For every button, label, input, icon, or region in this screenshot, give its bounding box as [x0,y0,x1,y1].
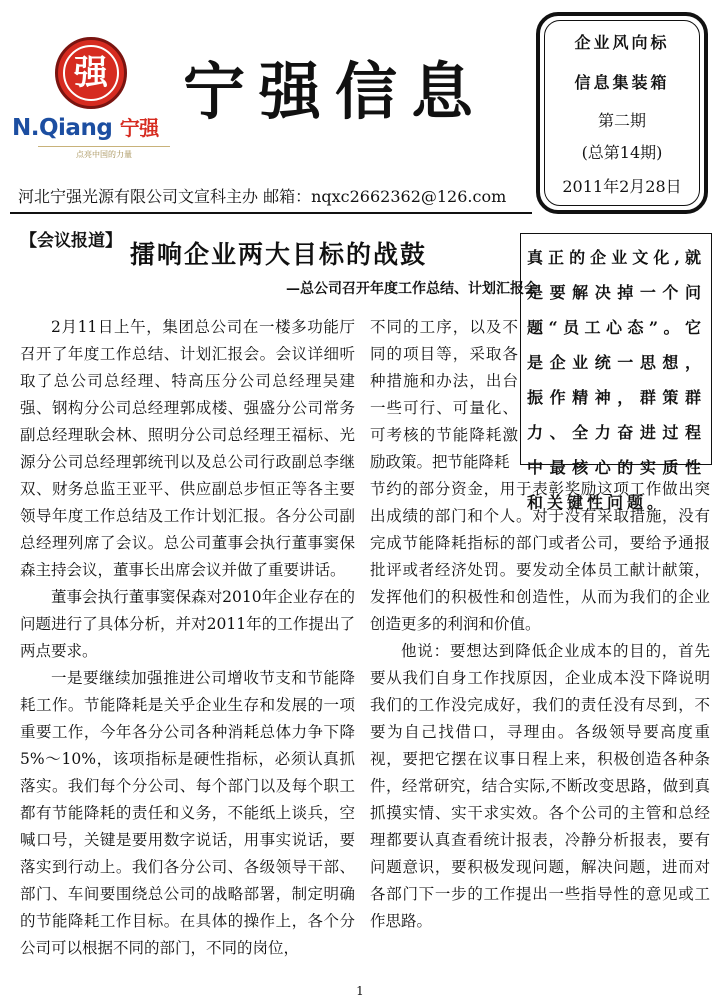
header-divider [10,212,532,214]
article-subtitle: —总公司召开年度工作总结、计划汇报会 [286,281,538,297]
logo-glyph: 强 [74,53,108,93]
issue-number: 第二期 [597,111,646,130]
issue-date: 2011年2月28日 [562,177,682,196]
article-paragraph: 一是要继续加强推进公司增收节支和节能降耗工作。节能降耗是关乎企业生存和发展的一项重要工作，今年各分公司各种消耗总体力争下降5%～10%，该项指标是硬性指标，必须认真抓落实。我们每个分公司、每个部门以及每个职工都有节能降耗的责任和义务，不能纸上谈兵，空喊口号，关键是要用数字说话，用事实说话，要落实到行动上。我们各分公司、各级领导干部、部门、车间要围绕总公司的战略部署，制定明确的节能降耗工作目标。在具体的操作上，各个分公司可以根据不同的部门，不同的岗位， [20,669,355,957]
newsletter-masthead: 宁强信息 [183,55,488,128]
article-paragraph: 他说：要想达到降低企业成本的目的，首先要从我们自身工作找原因，企业成本没下降说明我们的工作没完成好，我们的责任没有尽到，不要为自己找借口，寻理由。各级领导要高度重视，要把它摆在议事日程上来，积极创造各种条件，经常研究，结合实际,不断改变思路，做到真抓摸实情、实干求实效。各个公司的主管和总经理都要认真查看统计报表，冷静分析报表，要有问题意识，要积极发现问题，解决问题，进而对各部门下一步的工作提出一些指导性的意见或工作思路。 [370,642,710,930]
quote-box: 真正的企业文化,就是要解决掉一个问题“员工心态”。它是企业统一思想，振作精神，群策群力、全力奋进过程中最核心的实质性和关键性问题。 [520,233,712,465]
page-number: 1 [356,984,364,998]
article-column-middle: 不同的工序，以及不同的项目等，采取各种措施和办法，出台一些可行、可量化、可考核的节能降耗激励政策。把节能降耗 [370,318,518,471]
article-paragraph: 节约的部分资金，用于表彰奖励这项工作做出突出成绩的部门和个人。对于没有采取措施，没有完成节能降耗指标的部门或者公司，要给予通报批评或者经济处罚。要发动全体员工献计献策，发挥他们的积极性和创造性，从而为我们的企业创造更多的利润和价值。 [370,480,710,633]
section-tag: 【会议报道】 [20,231,122,251]
article-paragraph: 2月11日上午，集团总公司在一楼多功能厅召开了年度工作总结、计划汇报会。会议详细听取了总公司总经理、特高压分公司总经理吴建强、钢构分公司总经理郭成楼、强盛分公司常务副总经理耿会林、照明分公司总经理王福标、光源分公司总经理郭统刊以及总公司行政副总李继双、财务总监王亚平、供应副总步恒正等各主要领导年度工作总结及工作计划汇报。各分公司副总经理列席了会议。总公司董事会执行董事窦保森主持会议，董事长出席会议并做了重要讲话。 [20,318,355,579]
article-title: 擂响企业两大目标的战鼓 [130,240,428,269]
article-column-left [20,314,355,962]
article-paragraph: 董事会执行董事窦保森对2010年企业存在的问题进行了具体分析，并对2011年的工作提出了两点要求。 [20,588,355,660]
sponsor-line: 河北宁强光源有限公司文宣科主办 邮箱：nqxc2662362@126.com [18,187,507,206]
company-logo-emblem [55,37,127,109]
brand-name [12,112,159,141]
info-slogan-1: 企业风向标 [574,33,670,52]
issue-info-box [536,12,708,214]
brand-latin: N.Qiang [12,115,113,141]
total-issue-number: (总第14期) [581,143,663,162]
article-column-right [370,476,710,935]
brand-tagline: 点亮中国的力量 [38,146,170,160]
info-slogan-2: 信息集装箱 [574,73,670,92]
brand-cn: 宁强 [119,116,159,140]
